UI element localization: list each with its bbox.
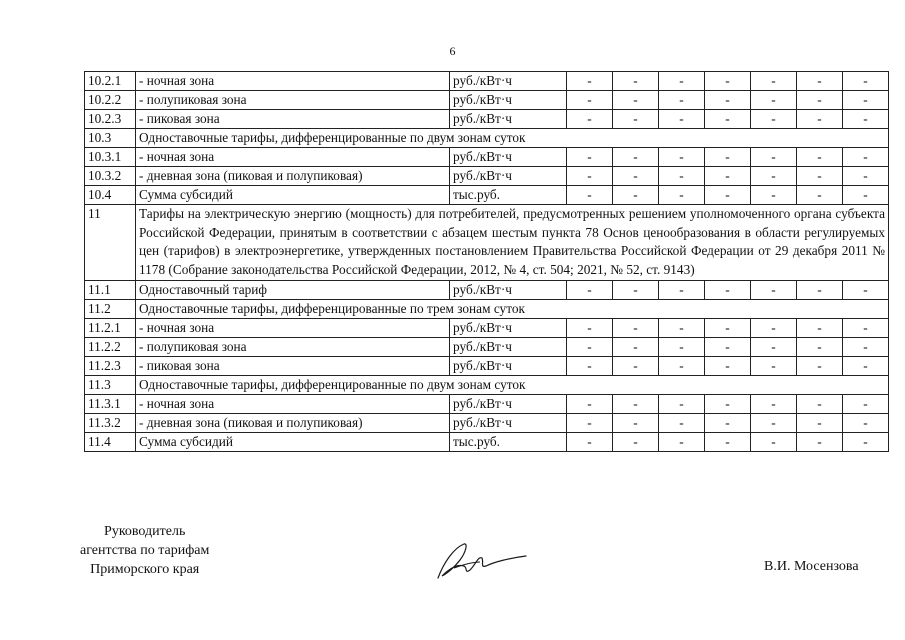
table-row (85, 376, 889, 395)
row-unit: руб./кВт·ч (450, 110, 567, 129)
value-cell: - (567, 281, 613, 300)
table-row (85, 433, 889, 452)
value-cell: - (705, 186, 751, 205)
row-unit: руб./кВт·ч (450, 319, 567, 338)
signatory-title-line: Руководитель (104, 524, 186, 539)
value-cell: - (751, 357, 797, 376)
value-cell: - (705, 338, 751, 357)
value-cell: - (751, 319, 797, 338)
value-cell: - (751, 110, 797, 129)
value-cell: - (797, 319, 843, 338)
row-label: - ночная зона (136, 319, 450, 338)
value-cell: - (843, 186, 889, 205)
row-number: 11.2 (85, 300, 136, 319)
value-cell: - (613, 186, 659, 205)
value-cell: - (705, 281, 751, 300)
value-cell: - (797, 186, 843, 205)
row-label: Одноставочный тариф (136, 281, 450, 300)
row-unit: руб./кВт·ч (450, 167, 567, 186)
value-cell: - (843, 91, 889, 110)
row-label: - пиковая зона (136, 357, 450, 376)
value-cell: - (659, 338, 705, 357)
value-cell: - (705, 148, 751, 167)
value-cell: - (659, 110, 705, 129)
tariff-table-body (85, 72, 889, 452)
row-label: Сумма субсидий (136, 186, 450, 205)
value-cell: - (751, 91, 797, 110)
table-row (85, 281, 889, 300)
row-unit: руб./кВт·ч (450, 148, 567, 167)
row-number: 10.3.1 (85, 148, 136, 167)
value-cell: - (797, 167, 843, 186)
value-cell: - (843, 319, 889, 338)
table-row (85, 110, 889, 129)
table-row (85, 414, 889, 433)
row-number: 11.4 (85, 433, 136, 452)
table-row (85, 319, 889, 338)
table-row (85, 357, 889, 376)
value-cell: - (659, 281, 705, 300)
value-cell: - (613, 148, 659, 167)
row-number: 10.3.2 (85, 167, 136, 186)
value-cell: - (797, 91, 843, 110)
row-unit: руб./кВт·ч (450, 72, 567, 91)
table-row (85, 300, 889, 319)
value-cell: - (843, 72, 889, 91)
row-label: - ночная зона (136, 395, 450, 414)
value-cell: - (843, 357, 889, 376)
value-cell: - (567, 186, 613, 205)
value-cell: - (751, 414, 797, 433)
row-label: - полупиковая зона (136, 91, 450, 110)
row-number: 11 (85, 205, 136, 281)
value-cell: - (705, 433, 751, 452)
row-number: 11.1 (85, 281, 136, 300)
row-number: 10.4 (85, 186, 136, 205)
row-label: - пиковая зона (136, 110, 450, 129)
table-row (85, 148, 889, 167)
value-cell: - (567, 91, 613, 110)
value-cell: - (567, 319, 613, 338)
value-cell: - (567, 433, 613, 452)
row-label: - дневная зона (пиковая и полупиковая) (136, 414, 450, 433)
table-row (85, 186, 889, 205)
value-cell: - (751, 338, 797, 357)
value-cell: - (567, 72, 613, 91)
value-cell: - (751, 395, 797, 414)
row-number: 11.3.2 (85, 414, 136, 433)
value-cell: - (705, 72, 751, 91)
value-cell: - (751, 148, 797, 167)
value-cell: - (797, 414, 843, 433)
value-cell: - (567, 148, 613, 167)
value-cell: - (843, 281, 889, 300)
value-cell: - (567, 395, 613, 414)
value-cell: - (613, 357, 659, 376)
table-row (85, 72, 889, 91)
row-number: 11.2.2 (85, 338, 136, 357)
row-unit: руб./кВт·ч (450, 91, 567, 110)
value-cell: - (613, 319, 659, 338)
row-label: - дневная зона (пиковая и полупиковая) (136, 167, 450, 186)
row-unit: тыс.руб. (450, 433, 567, 452)
value-cell: - (659, 395, 705, 414)
value-cell: - (659, 357, 705, 376)
value-cell: - (613, 414, 659, 433)
value-cell: - (659, 433, 705, 452)
value-cell: - (613, 167, 659, 186)
value-cell: - (659, 72, 705, 91)
value-cell: - (751, 167, 797, 186)
value-cell: - (659, 319, 705, 338)
signatory-name: В.И. Мосензова (764, 559, 859, 574)
signatory-title-line: агентства по тарифам (80, 543, 210, 558)
section-heading: Одноставочные тарифы, дифференцированные по трем зонам суток (136, 300, 889, 319)
value-cell: - (613, 72, 659, 91)
table-row (85, 129, 889, 148)
value-cell: - (843, 167, 889, 186)
value-cell: - (613, 91, 659, 110)
value-cell: - (567, 110, 613, 129)
value-cell: - (613, 338, 659, 357)
row-label: - ночная зона (136, 72, 450, 91)
value-cell: - (705, 414, 751, 433)
row-number: 11.3.1 (85, 395, 136, 414)
value-cell: - (797, 148, 843, 167)
value-cell: - (613, 433, 659, 452)
value-cell: - (843, 414, 889, 433)
row-number: 11.2.1 (85, 319, 136, 338)
table-row (85, 338, 889, 357)
row-number: 11.3 (85, 376, 136, 395)
value-cell: - (705, 91, 751, 110)
page-number: 6 (449, 44, 456, 58)
value-cell: - (843, 148, 889, 167)
value-cell: - (613, 281, 659, 300)
value-cell: - (797, 357, 843, 376)
tariff-table (84, 71, 889, 452)
value-cell: - (797, 433, 843, 452)
value-cell: - (659, 186, 705, 205)
value-cell: - (797, 281, 843, 300)
value-cell: - (659, 414, 705, 433)
value-cell: - (567, 357, 613, 376)
value-cell: - (659, 91, 705, 110)
row-unit: руб./кВт·ч (450, 395, 567, 414)
value-cell: - (567, 167, 613, 186)
row-unit: тыс.руб. (450, 186, 567, 205)
row-unit: руб./кВт·ч (450, 414, 567, 433)
value-cell: - (705, 319, 751, 338)
value-cell: - (751, 433, 797, 452)
value-cell: - (751, 186, 797, 205)
value-cell: - (659, 167, 705, 186)
value-cell: - (843, 338, 889, 357)
row-unit: руб./кВт·ч (450, 357, 567, 376)
value-cell: - (843, 395, 889, 414)
value-cell: - (751, 72, 797, 91)
table-row (85, 205, 889, 281)
handwritten-signature (424, 538, 530, 586)
value-cell: - (705, 357, 751, 376)
row-number: 11.2.3 (85, 357, 136, 376)
value-cell: - (843, 110, 889, 129)
row-unit: руб./кВт·ч (450, 338, 567, 357)
value-cell: - (567, 338, 613, 357)
row-unit: руб./кВт·ч (450, 281, 567, 300)
section-heading: Одноставочные тарифы, дифференцированные по двум зонам суток (136, 129, 889, 148)
row-label: - полупиковая зона (136, 338, 450, 357)
table-row (85, 395, 889, 414)
row-number: 10.2.2 (85, 91, 136, 110)
value-cell: - (843, 433, 889, 452)
row-number: 10.2.1 (85, 72, 136, 91)
row-label: - ночная зона (136, 148, 450, 167)
value-cell: - (797, 395, 843, 414)
row-number: 10.3 (85, 129, 136, 148)
signatory-title-line: Приморского края (90, 562, 200, 577)
value-cell: - (705, 395, 751, 414)
table-row (85, 91, 889, 110)
value-cell: - (705, 110, 751, 129)
value-cell: - (797, 338, 843, 357)
value-cell: - (705, 167, 751, 186)
value-cell: - (567, 414, 613, 433)
value-cell: - (797, 72, 843, 91)
section-heading: Одноставочные тарифы, дифференцированные по двум зонам суток (136, 376, 889, 395)
section-heading: Тарифы на электрическую энергию (мощность) для потребителей, предусмотренных решением уполномоченного органа субъекта Российской Федерации, принятым в соответствии с абзацем шестым пункта 78 Основ ценообразования в области регулируемых цен (тарифов) в электроэнергетике, утвержденных постановлением Правительства Российской Федерации от 29 декабря 2011 № 1178 (Собрание законодательства Российской Федерации, 2012, № 4, ст. 504; 2021, № 52, ст. 9143) (136, 205, 889, 281)
value-cell: - (613, 110, 659, 129)
row-number: 10.2.3 (85, 110, 136, 129)
table-row (85, 167, 889, 186)
value-cell: - (659, 148, 705, 167)
value-cell: - (797, 110, 843, 129)
value-cell: - (613, 395, 659, 414)
value-cell: - (751, 281, 797, 300)
signatory-title (80, 522, 209, 579)
row-label: Сумма субсидий (136, 433, 450, 452)
